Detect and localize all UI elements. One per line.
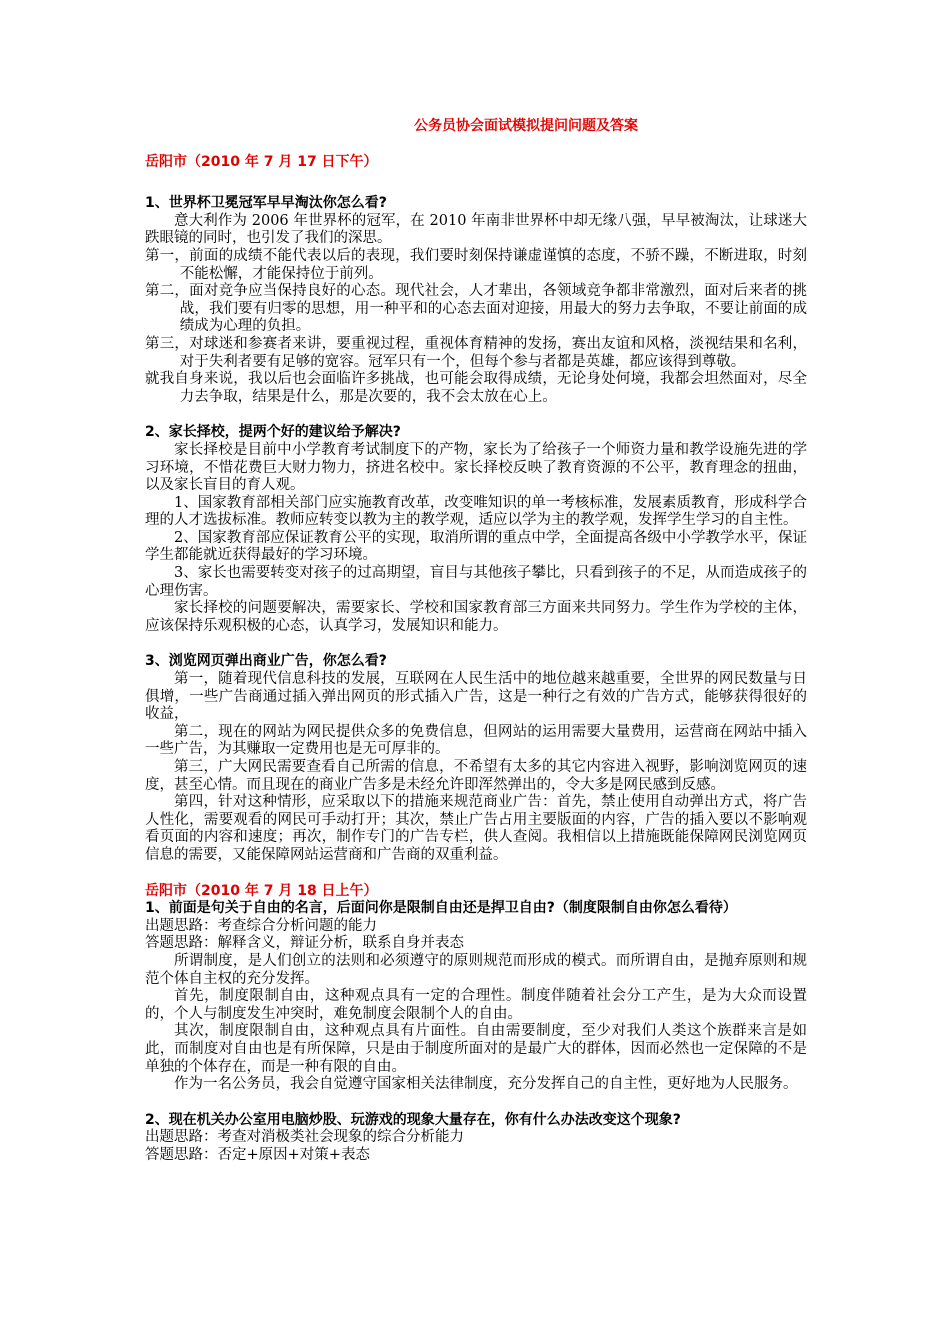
document-title: 公务员协会面试模拟提问问题及答案 — [414, 118, 638, 134]
answer-idea: 答题思路：否定+原因+对策+表态 — [145, 1146, 370, 1163]
paragraph: 家长择校的问题要解决，需要家长、学校和国家教育部三方面来共同努力。学生作为学校的主体，应该保持乐观积极的心态，认真学习，发展知识和能力。 — [145, 600, 807, 634]
answer-idea: 答题思路：解释含义，辩证分析，联系自身并表态 — [145, 935, 464, 952]
paragraph: 就我自身来说，我以后也会面临许多挑战，也可能会取得成绩，无论身处何境，我都会坦然面对，尽全力去争取，结果是什么，那是次要的，我不会太放在心上。 — [145, 371, 807, 405]
paragraph: 意大利作为 2006 年世界杯的冠军，在 2010 年南非世界杯中却无缘八强，早早被淘汰，让球迷大跌眼镜的同时，也引发了我们的深思。 — [145, 212, 807, 247]
question-idea: 出题思路：考查对消极类社会现象的综合分析能力 — [145, 1129, 464, 1146]
paragraph: 第一，随着现代信息科技的发展，互联网在人民生活中的地位越来越重要，全世界的网民数量与日俱增，一些广告商通过插入弹出网页的形式插入广告，这是一种行之有效的广告方式，能够获得很好的收益， — [145, 671, 807, 723]
paragraph: 第二，面对竞争应当保持良好的心态。现代社会，人才辈出，各领域竞争都非常激烈，面对后来者的挑战，我们要有归零的思想，用一种平和的心态去面对迎接，用最大的努力去争取，不要让前面的成绩成为心理的负担。 — [145, 283, 807, 335]
paragraph: 1、国家教育部相关部门应实施教育改革，改变唯知识的单一考核标准，发展素质教育，形成科学合理的人才选拔标准。教师应转变以教为主的教学观，适应以学为主的教学观，发挥学生学习的自主性。 — [145, 494, 807, 529]
question-2-heading: 2、家长择校，提两个好的建议给予解决? — [145, 424, 401, 441]
paragraph: 第三，对球迷和参赛者来讲，要重视过程，重视体育精神的发扬，赛出友谊和风格，淡视结果和名利，对于失利者要有足够的宽容。冠军只有一个，但每个参与者都是英雄，都应该得到尊敬。 — [145, 335, 807, 370]
paragraph: 第一，前面的成绩不能代表以后的表现，我们要时刻保持谦虚谨慎的态度，不骄不躁，不断进取，时刻不能松懈，才能保持位于前列。 — [145, 247, 807, 282]
paragraph: 第二，现在的网站为网民提供众多的免费信息，但网站的运用需要大量费用，运营商在网站中插入一些广告，为其赚取一定费用也是无可厚非的。 — [145, 723, 807, 758]
paragraph: 3、家长也需要转变对孩子的过高期望，盲目与其他孩子攀比，只看到孩子的不足，从而造成孩子的心理伤害。 — [145, 565, 807, 599]
section-heading-0718: 岳阳市（2010 年 7 月 18 日上午） — [145, 882, 378, 899]
question-3-heading: 3、浏览网页弹出商业广告，你怎么看? — [145, 653, 387, 670]
paragraph: 第三，广大网民需要查看自己所需的信息，不希望有太多的其它内容进入视野，影响浏览网页的速度，甚至心情。而且现在的商业广告多是未经允许即浑然弹出的，令大多是网民感到反感。 — [145, 759, 807, 793]
paragraph: 其次，制度限制自由，这种观点具有片面性。自由需要制度，至少对我们人类这个族群来言是如此，而制度对自由也是有所保障，只是由于制度所面对的是最广大的群体，因而必然也一定保障的不是单独的个体存在，而是一种有限的自由。 — [145, 1023, 807, 1075]
paragraph: 首先，制度限制自由，这种观点具有一定的合理性。制度伴随着社会分工产生，是为大众而设置的，个人与制度发生冲突时，难免制度会限制个人的自由。 — [145, 988, 807, 1022]
question-idea: 出题思路：考查综合分析问题的能力 — [145, 917, 377, 934]
paragraph: 作为一名公务员，我会自觉遵守国家相关法律制度，充分发挥自己的自主性，更好地为人民服务。 — [174, 1076, 798, 1093]
paragraph: 家长择校是目前中小学教育考试制度下的产物，家长为了给孩子一个师资力量和教学设施先进的学习环境，不惜花费巨大财力物力，挤进名校中。家长择校反映了教育资源的不公平，教育理念的扭曲，以及家长盲目的育人观。 — [145, 441, 807, 494]
question-1-heading: 1、前面是句关于自由的名言，后面问你是限制自由还是捍卫自由?（制度限制自由你怎么看待） — [145, 900, 737, 917]
paragraph: 2、国家教育部应保证教育公平的实现，取消所谓的重点中学，全面提高各级中小学教学水平，保证学生都能就近获得最好的学习环境。 — [145, 529, 807, 564]
question-1-heading: 1、世界杯卫冕冠军早早淘汰你怎么看? — [145, 195, 387, 212]
question-2-heading: 2、现在机关办公室用电脑炒股、玩游戏的现象大量存在，你有什么办法改变这个现象? — [145, 1111, 681, 1128]
document-page — [145, 118, 807, 1164]
paragraph: 所谓制度，是人们创立的法则和必须遵守的原则规范而形成的模式。而所谓自由，是抛弃原则和规范个体自主权的充分发挥。 — [145, 952, 807, 987]
paragraph: 第四，针对这种情形，应采取以下的措施来规范商业广告：首先，禁止使用自动弹出方式，将广告人性化，需要观看的网民可手动打开；其次，禁止广告占用主要版面的内容，广告的插入要以不影响观看页面的内容和速度；再次，制作专门的广告专栏，供人查阅。我相信以上措施既能保障网民浏览网页信息的需要，又能保障网站运营商和广告商的双重利益。 — [145, 794, 807, 863]
section-heading-0717: 岳阳市（2010 年 7 月 17 日下午） — [145, 153, 378, 170]
